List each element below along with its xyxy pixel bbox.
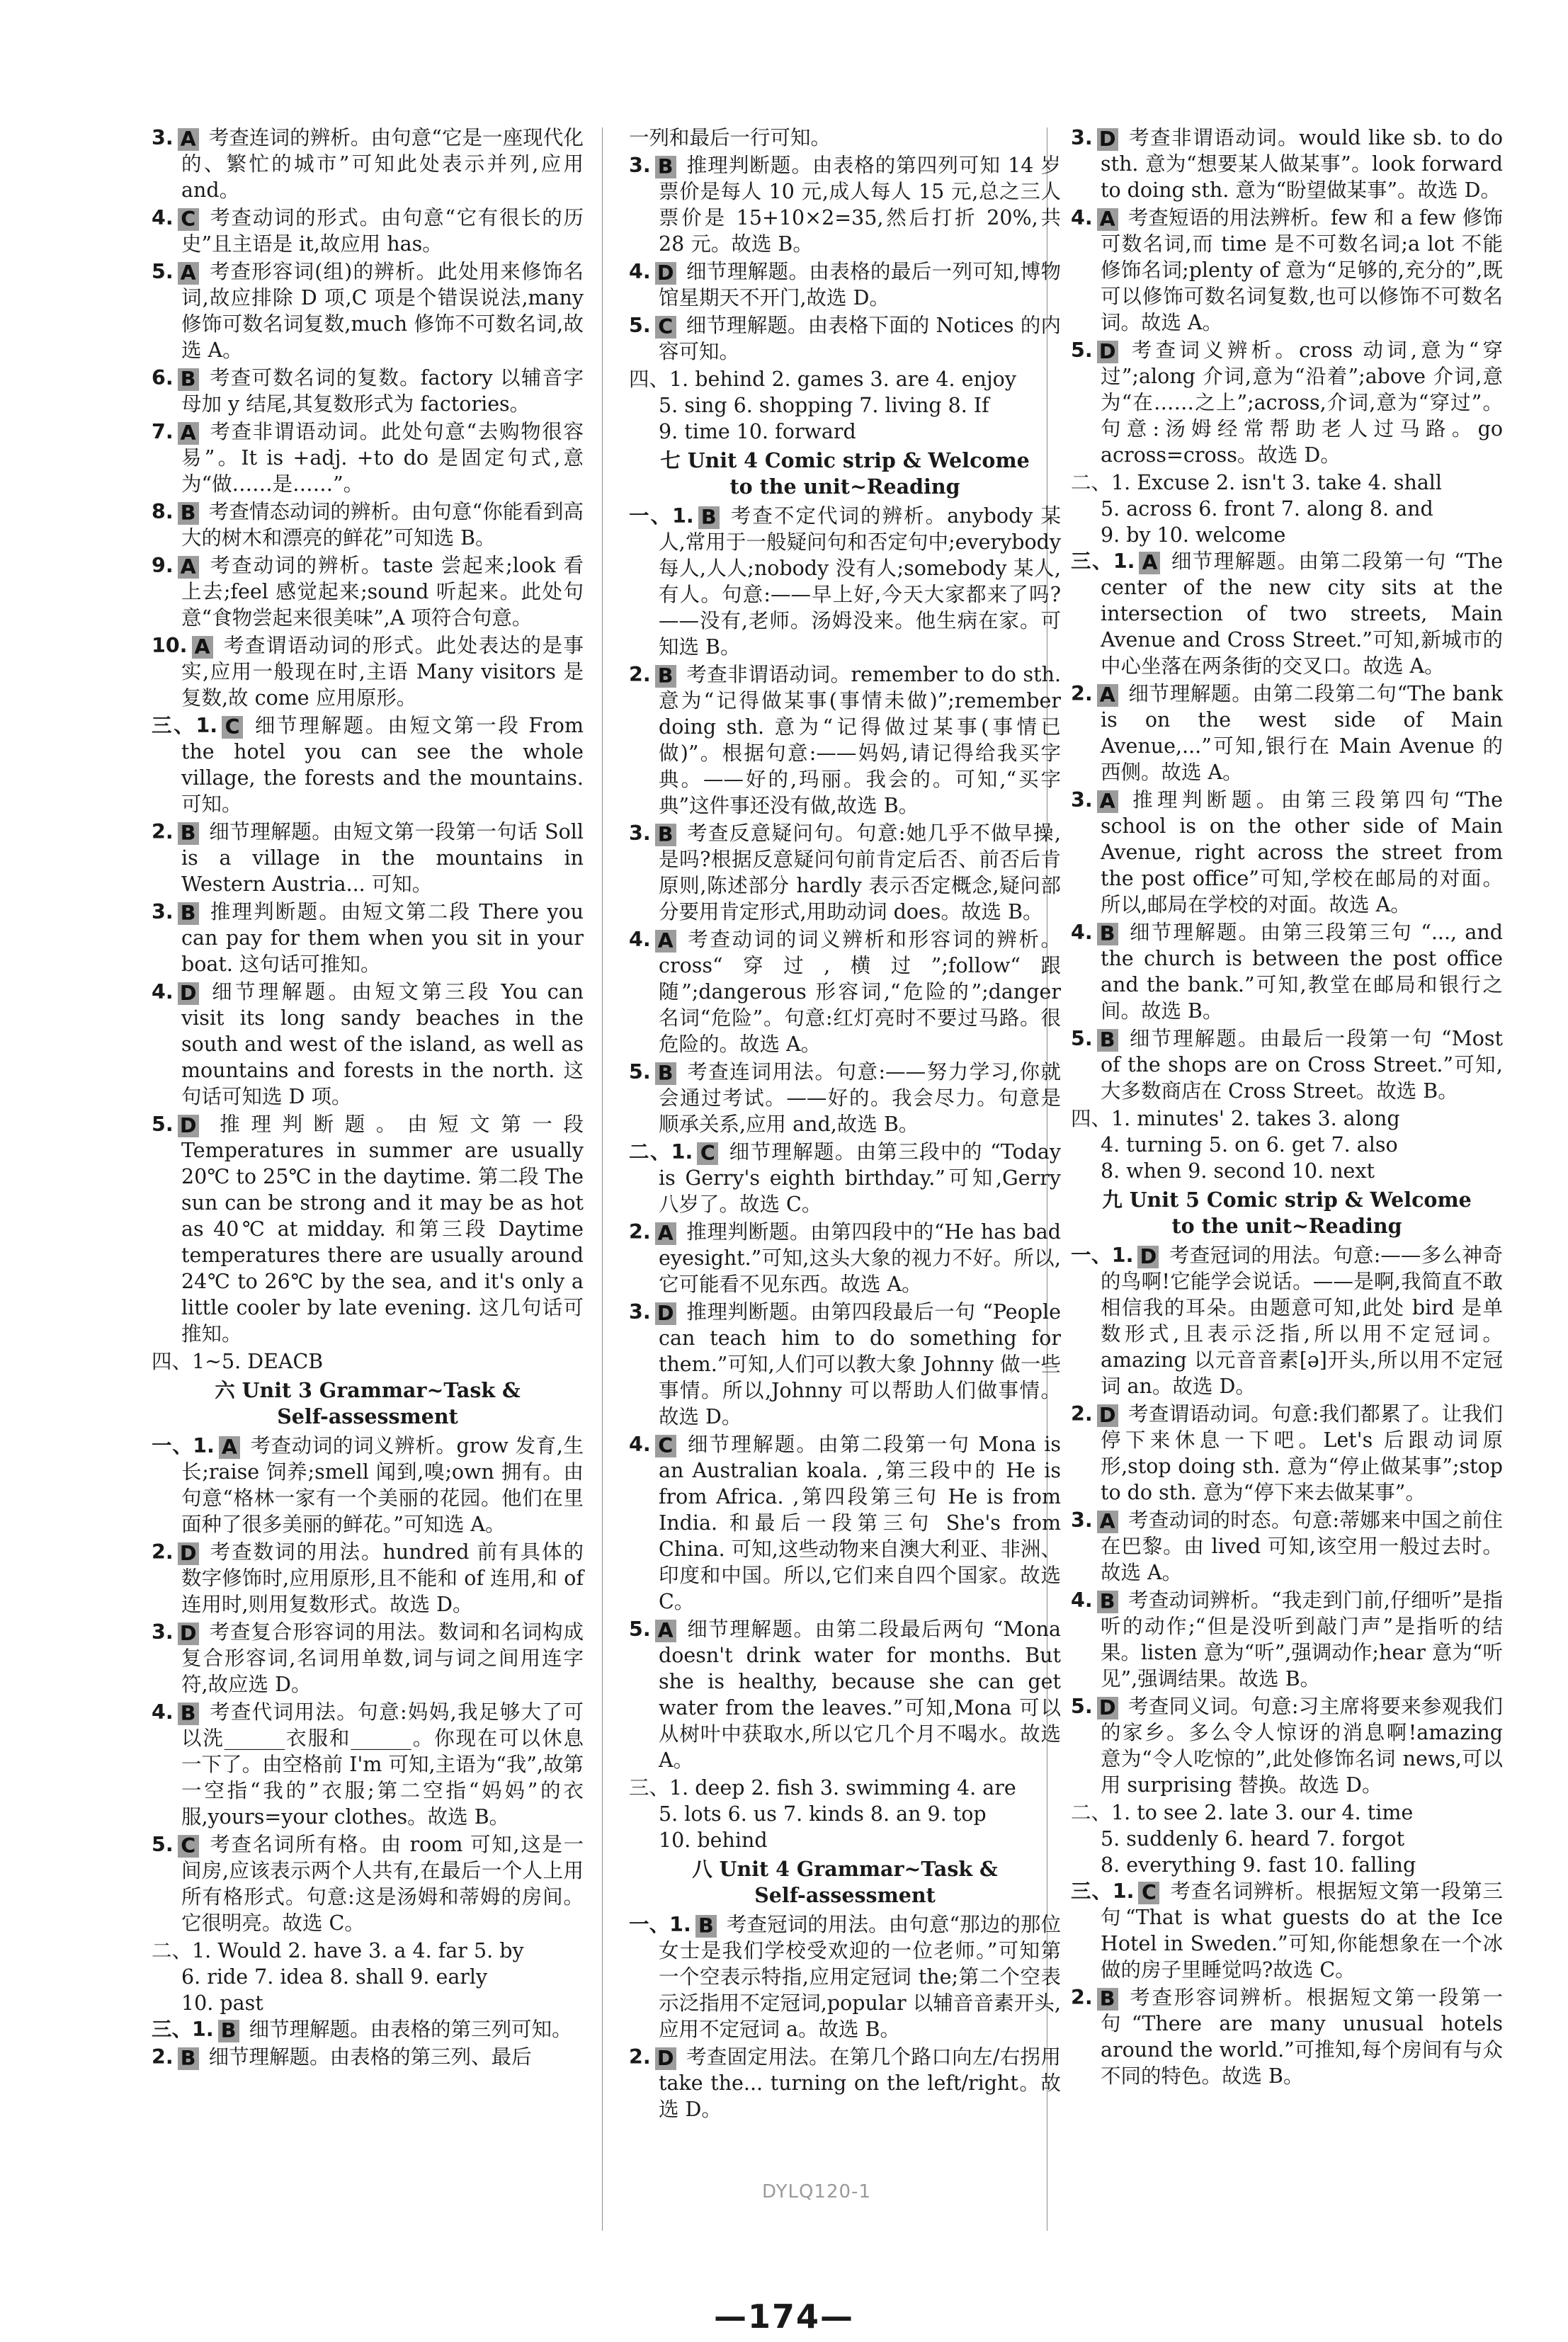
column-right bbox=[1071, 125, 1503, 2091]
answer-item bbox=[152, 1111, 584, 1347]
answer-choice-badge: B bbox=[655, 824, 676, 846]
answer-item bbox=[1071, 787, 1503, 918]
answer-item bbox=[629, 152, 1061, 257]
explanation-text: 考查固定用法。在第几个路口向左/右拐用 take the... turning on the left/right。故选 D。 bbox=[659, 2045, 1061, 2121]
answer-item bbox=[629, 1616, 1061, 1773]
explanation-text: 细节理解题。由第二段最后两句 “Mona doesn't drink water for months. But she is healthy, because she can get water from the leaves.”可知,Mona 可以从树叶中获取水,所以它几个月不喝水。故选 A。 bbox=[659, 1618, 1061, 1772]
answer-item bbox=[629, 1059, 1061, 1137]
answer-item bbox=[629, 258, 1061, 311]
answer-choice-badge: A bbox=[178, 556, 199, 579]
explanation-text: 考查谓语动词。句意:我们都累了。让我们停下来休息一下吧。Let's 后跟动词原形,stop doing sth. 意为“停止做某事”;stop to do sth. 意为“停下来去做某事”。 bbox=[1101, 1402, 1503, 1504]
item-number: 一、1. bbox=[629, 1913, 691, 1936]
answer-choice-badge: A bbox=[655, 1222, 676, 1245]
item-number: 2. bbox=[629, 663, 651, 686]
explanation-text: 细节理解题。由表格的第三列、最后 bbox=[208, 2045, 532, 2069]
answer-line: 8. everything 9. fast 10. falling bbox=[1101, 1853, 1416, 1877]
answer-item bbox=[152, 2044, 584, 2070]
explanation-text: 细节理解题。由最后一段第一句 “Most of the shops are on Cross Street.”可知,大多数商店在 Cross Street。故选 B。 bbox=[1101, 1027, 1503, 1103]
item-number: 三、1. bbox=[152, 2018, 214, 2041]
answer-item bbox=[629, 661, 1061, 819]
answer-choice-badge: D bbox=[1137, 1246, 1159, 1268]
answer-line: 二、1. Would 2. have 3. a 4. far 5. by bbox=[152, 1939, 524, 1962]
section-heading-line: 八 Unit 4 Grammar~Task & bbox=[692, 1857, 998, 1881]
item-number: 三、1. bbox=[1071, 550, 1135, 573]
item-number: 4. bbox=[1071, 1588, 1093, 1612]
answer-choice-badge: D bbox=[655, 2047, 676, 2070]
explanation-text: 考查动词的词义辨析和形容词的辨析。cross“穿过,横过”;follow“跟随”;dangerous 形容词,“危险的”;danger 名词“危险”。句意:红灯亮时不要过马路。很危险的。故选 A。 bbox=[659, 928, 1061, 1056]
answer-choice-badge: C bbox=[697, 1142, 718, 1165]
explanation-text: 考查谓语动词的形式。此处表达的是事实,应用一般现在时,主语 Many visitors 是复数,故 come 应用原形。 bbox=[181, 634, 584, 710]
answer-item bbox=[152, 125, 584, 203]
explanation-text: 考查名词辨析。根据短文第一段第三句“That is what guests do at the Ice Hotel in Sweden.”可知,你能想象在一个冰做的房子里睡觉吗?故选 C。 bbox=[1101, 1880, 1503, 1982]
answer-choice-badge: D bbox=[655, 262, 676, 285]
section-heading bbox=[1071, 1187, 1503, 1239]
answer-choice-badge: B bbox=[698, 506, 720, 529]
column-left bbox=[152, 125, 584, 2071]
answer-item bbox=[152, 1831, 584, 1936]
item-number: 2. bbox=[1071, 682, 1093, 705]
section-heading-line: 九 Unit 5 Comic strip & Welcome bbox=[1102, 1188, 1472, 1212]
item-number: 3. bbox=[1071, 126, 1093, 149]
item-number: 三、1. bbox=[1071, 1880, 1135, 1903]
item-number: 4. bbox=[1071, 921, 1093, 944]
answer-item bbox=[629, 1219, 1061, 1297]
answer-line: 5. suddenly 6. heard 7. forgot bbox=[1101, 1827, 1405, 1851]
explanation-text: 考查复合形容词的用法。数词和名词构成复合形容词,名词用单数,词与词之间用连字符,故应选 D。 bbox=[181, 1620, 584, 1696]
explanation-text: 考查动词的词义辨析。grow 发育,生长;raise 饲养;smell 闻到,嗅;own 拥有。由句意“格林一家有一个美丽的花园。他们在里面种了很多美丽的鲜花。”可知选 A。 bbox=[181, 1434, 584, 1536]
answer-line: 10. past bbox=[181, 1991, 263, 2015]
explanation-text: 考查连词的辨析。由句意“它是一座现代化的、繁忙的城市”可知此处表示并列,应用 and。 bbox=[181, 126, 584, 202]
fill-in-answers bbox=[1071, 1105, 1503, 1184]
item-number: 5. bbox=[1071, 339, 1093, 362]
answer-item bbox=[1071, 337, 1503, 468]
answer-line: 四、1~5. DEACB bbox=[152, 1350, 324, 1373]
column-divider-1 bbox=[602, 127, 603, 2231]
answer-choice-badge: A bbox=[1097, 790, 1118, 813]
explanation-text: 考查冠词的用法。由句意“那边的那位女士是我们学校受欢迎的一位老师。”可知第一个空表示特指,应用定冠词 the;第二个空表示泛指用不定冠词,popular 以辅音音素开头,应用不定冠词 a。故选 B。 bbox=[659, 1913, 1061, 2041]
answer-choice-badge: D bbox=[178, 1115, 199, 1137]
answer-item bbox=[629, 503, 1061, 660]
explanation-text: 考查非谓语动词。would like sb. to do sth. 意为“想要某人做某事”。look forward to doing sth. 意为“盼望做某事”。故选 D。 bbox=[1101, 126, 1503, 202]
section-heading bbox=[629, 448, 1061, 500]
answer-item bbox=[152, 2016, 584, 2042]
answer-choice-badge: A bbox=[178, 422, 199, 445]
item-number: 4. bbox=[152, 1700, 174, 1724]
answer-choice-badge: D bbox=[1097, 1697, 1118, 1719]
answer-item bbox=[1071, 125, 1503, 203]
item-number: 5. bbox=[1071, 1695, 1093, 1718]
answer-line: 5. sing 6. shopping 7. living 8. If bbox=[659, 394, 989, 417]
answer-line: 6. ride 7. idea 8. shall 9. early bbox=[181, 1965, 488, 1989]
answer-choice-badge: C bbox=[178, 208, 199, 231]
section-heading-line: Self-assessment bbox=[277, 1404, 458, 1428]
answer-line: 9. by 10. welcome bbox=[1101, 523, 1286, 547]
explanation-text: 考查冠词的用法。句意:——多么神奇的鸟啊!它能学会说话。——是啊,我简直不敢相信我的耳朵。由题意可知,此处 bird 是单数形式,且表示泛指,所以用不定冠词。amazing 以元音音素[ə]开头,所以用不定冠词 an。故选 D。 bbox=[1101, 1244, 1503, 1398]
section-heading-line: to the unit~Reading bbox=[729, 474, 960, 499]
answer-choice-badge: C bbox=[222, 716, 243, 739]
explanation-text: 考查非谓语动词。remember to do sth. 意为“记得做某事(事情未做)”;remember doing sth. 意为“记得做过某事(事情已做)”。根据句意:——妈妈,请记得给我买字典。——好的,玛丽。我会的。可知,“买字典”这件事还没有做,故选 B。 bbox=[659, 663, 1061, 817]
fill-in-answers bbox=[1071, 470, 1503, 548]
item-number: 4. bbox=[152, 980, 174, 1004]
fill-in-answers bbox=[629, 366, 1061, 445]
answer-item bbox=[1071, 1693, 1503, 1798]
explanation-text: 考查动词的时态。句意:蒂娜来中国之前住在巴黎。由 lived 可知,该空用一般过去时。故选 A。 bbox=[1101, 1508, 1503, 1584]
answer-item bbox=[1071, 205, 1503, 336]
section-heading-line: 六 Unit 3 Grammar~Task & bbox=[215, 1378, 521, 1402]
explanation-text: 考查同义词。句意:习主席将要来参观我们的家乡。多么令人惊讶的消息啊!amazing 意为“令人吃惊的”,此处修饰名词 news,可以用 surprising 替换。故选 D。 bbox=[1101, 1695, 1503, 1797]
answer-choice-badge: B bbox=[655, 1062, 676, 1085]
answer-choice-badge: B bbox=[178, 902, 199, 925]
answer-choice-badge: B bbox=[695, 1915, 717, 1938]
item-number: 三、1. bbox=[152, 714, 218, 737]
answer-choice-badge: A bbox=[655, 1620, 676, 1642]
answer-choice-badge: A bbox=[655, 930, 676, 953]
explanation-text: 细节理解题。由短文第一段第一句话 Soll is a village in the mountains in Western Austria... 可知。 bbox=[181, 820, 584, 896]
answer-choice-badge: B bbox=[1097, 1029, 1118, 1052]
explanation-text: 细节理解题。由表格的第三列可知。 bbox=[249, 2018, 572, 2041]
answer-choice-badge: A bbox=[178, 262, 199, 285]
answer-item bbox=[1071, 919, 1503, 1024]
item-number: 3. bbox=[1071, 1508, 1093, 1532]
item-number: 3. bbox=[152, 126, 174, 149]
explanation-text: 考查非谓语动词。此处句意“去购物很容易”。It is +adj. +to do 是固定句式,意为“做……是……”。 bbox=[181, 420, 584, 496]
answer-item bbox=[152, 258, 584, 363]
explanation-text: 考查情态动词的辨析。由句意“你能看到高大的树木和漂亮的鲜花”可知选 B。 bbox=[181, 500, 584, 550]
answer-choice-badge: B bbox=[178, 1703, 199, 1725]
answer-line: 四、1. minutes' 2. takes 3. along bbox=[1071, 1107, 1400, 1130]
item-number: 4. bbox=[152, 206, 174, 229]
explanation-text: 细节理解题。由短文第一段 From the hotel you can see the whole village, the forests and the mountains. 可知。 bbox=[181, 714, 584, 816]
item-number: 5. bbox=[629, 1060, 651, 1084]
answer-line: 三、1. deep 2. fish 3. swimming 4. are bbox=[629, 1776, 1016, 1800]
item-number: 9. bbox=[152, 554, 174, 577]
answer-item bbox=[152, 499, 584, 551]
explanation-text: 考查代词用法。句意:妈妈,我足够大了可以洗______衣服和______。你现在可以休息一下了。由空格前 I'm 可知,主语为“我”,故第一空指“我的”衣服;第二空指“妈妈”的衣服,yours=your clothes。故选 B。 bbox=[181, 1700, 584, 1829]
continued-text: 一列和最后一行可知。 bbox=[629, 126, 831, 149]
item-number: 5. bbox=[152, 260, 174, 283]
answer-item bbox=[152, 1539, 584, 1618]
explanation-text: 考查短语的用法辨析。few 和 a few 修饰可数名词,而 time 是不可数名词;a lot 不能修饰名词;plenty of 意为“足够的,充分的”,既可以修饰可数名词复数,也可以修饰不可数名词。故选 A。 bbox=[1101, 206, 1503, 334]
explanation-text: 推理判断题。由第四段最后一句 “People can teach him to do something for them.”可知,人们可以教大象 Johnny 做一些事情。所以,Johnny 可以帮助人们做事情。故选 D。 bbox=[659, 1300, 1061, 1428]
answer-line: 二、1. to see 2. late 3. our 4. time bbox=[1071, 1801, 1414, 1824]
explanation-text: 考查数词的用法。hundred 前有具体的数字修饰时,应用原形,且不能和 of 连用,和 of 连用时,则用复数形式。故选 D。 bbox=[181, 1540, 584, 1616]
answer-item bbox=[1071, 1878, 1503, 1983]
answer-choice-badge: B bbox=[178, 368, 199, 391]
answer-choice-badge: A bbox=[1097, 208, 1118, 231]
answer-choice-badge: D bbox=[178, 1542, 199, 1565]
item-number: 2. bbox=[629, 2045, 651, 2069]
item-number: 5. bbox=[629, 1618, 651, 1641]
answer-item bbox=[1071, 1401, 1503, 1506]
explanation-text: 考查反意疑问句。句意:她几乎不做早操,是吗?根据反意疑问句前肯定后否、前否后肯原则,陈述部分 hardly 表示否定概念,疑问部分要用肯定形式,用助动词 does。故选 B。 bbox=[659, 822, 1061, 923]
section-heading-line: 七 Unit 4 Comic strip & Welcome bbox=[660, 448, 1030, 472]
page-number: —174— bbox=[713, 2297, 855, 2336]
fill-in-answers bbox=[152, 1938, 584, 2016]
explanation-text: 细节理解题。由第三段第三句 “..., and the church is between the post office and the bank.”可知,教堂在邮局和银行之间。故选 B。 bbox=[1101, 921, 1503, 1023]
section-heading bbox=[629, 1856, 1061, 1909]
answer-item bbox=[152, 632, 584, 711]
section-heading-line: to the unit~Reading bbox=[1171, 1214, 1402, 1238]
item-number: 4. bbox=[629, 260, 651, 283]
item-number: 2. bbox=[1071, 1986, 1093, 2009]
fill-in-answers bbox=[152, 1348, 584, 1375]
answer-item bbox=[152, 1619, 584, 1698]
answer-item bbox=[152, 899, 584, 977]
item-number: 2. bbox=[1071, 1402, 1093, 1426]
answer-choice-badge: C bbox=[655, 1435, 676, 1457]
answer-item bbox=[152, 979, 584, 1110]
answer-item bbox=[1071, 1025, 1503, 1104]
explanation-text: 细节理解题。由短文第三段 You can visit its long sandy beaches in the south and west of the island, as well as mountains and forests in the north. 这句话可知选 D 项。 bbox=[181, 980, 584, 1108]
item-number: 8. bbox=[152, 500, 174, 523]
item-number: 6. bbox=[152, 366, 174, 390]
explanation-text: 考查可数名词的复数。factory 以辅音字母加 y 结尾,其复数形式为 factories。 bbox=[181, 366, 584, 416]
item-number: 3. bbox=[152, 1620, 174, 1644]
answer-choice-badge: A bbox=[192, 636, 213, 659]
item-number: 2. bbox=[152, 2045, 174, 2069]
answer-item bbox=[1071, 1984, 1503, 2089]
answer-choice-badge: D bbox=[655, 1302, 676, 1325]
item-number: 2. bbox=[629, 1220, 651, 1244]
item-number: 3. bbox=[629, 154, 651, 177]
answer-line: 二、1. Excuse 2. isn't 3. take 4. shall bbox=[1071, 471, 1443, 494]
answer-choice-badge: A bbox=[1139, 552, 1160, 574]
answer-choice-badge: A bbox=[1097, 684, 1118, 707]
item-number: 二、1. bbox=[629, 1140, 693, 1164]
item-number: 4. bbox=[629, 928, 651, 951]
item-number: 4. bbox=[629, 1433, 651, 1456]
answer-item bbox=[629, 312, 1061, 365]
explanation-text: 考查动词的形式。由句意“它有很长的历史”且主语是 it,故应用 has。 bbox=[181, 206, 584, 256]
explanation-text: 推理判断题。由表格的第四列可知 14 岁票价是每人 10 元,成人每人 15 元,总之三人票价是 15+10×2=35,然后打折 20%,共 28 元。故选 B。 bbox=[659, 154, 1061, 256]
item-number: 7. bbox=[152, 420, 174, 443]
answer-item bbox=[1071, 548, 1503, 679]
explanation-text: 细节理解题。由表格的最后一列可知,博物馆星期天不开门,故选 D。 bbox=[659, 260, 1061, 309]
answer-choice-badge: B bbox=[178, 2047, 199, 2070]
item-number: 4. bbox=[1071, 206, 1093, 229]
answer-choice-badge: D bbox=[1097, 128, 1118, 151]
answer-item bbox=[629, 1911, 1061, 2042]
answer-item bbox=[152, 819, 584, 897]
item-number: 5. bbox=[152, 1113, 174, 1136]
answer-choice-badge: A bbox=[178, 128, 199, 151]
answer-choice-badge: A bbox=[219, 1436, 240, 1459]
answer-line: 5. across 6. front 7. along 8. and bbox=[1101, 497, 1433, 521]
explanation-text: 考查动词的辨析。taste 尝起来;look 看上去;feel 感觉起来;sound 听起来。此处句意“食物尝起来很美味”,A 项符合句意。 bbox=[181, 554, 584, 630]
answer-choice-badge: B bbox=[655, 156, 676, 178]
fill-in-answers bbox=[629, 1775, 1061, 1853]
answer-choice-badge: D bbox=[1097, 341, 1118, 363]
answer-item bbox=[629, 926, 1061, 1057]
answer-item bbox=[629, 1139, 1061, 1217]
answer-choice-badge: D bbox=[1097, 1404, 1118, 1427]
answer-line: 8. when 9. second 10. next bbox=[1101, 1159, 1375, 1183]
item-number: 一、1. bbox=[152, 1434, 215, 1457]
answer-item bbox=[152, 419, 584, 497]
answer-item bbox=[152, 552, 584, 631]
explanation-text: 推理判断题。由短文第二段 There you can pay for them when you sit in your boat. 这句话可推知。 bbox=[181, 900, 584, 976]
answer-item bbox=[152, 365, 584, 417]
item-number: 2. bbox=[152, 820, 174, 843]
answer-choice-badge: B bbox=[1097, 1591, 1118, 1613]
answer-item bbox=[629, 1431, 1061, 1615]
answer-item bbox=[1071, 1587, 1503, 1692]
item-number: 一、1. bbox=[1071, 1244, 1134, 1267]
explanation-text: 考查不定代词的辨析。anybody 某人,常用于一般疑问句和否定句中;everybody 每人,人人;nobody 没有人;somebody 某人,有人。句意:——早上好,今天大家都来了吗?——没有,老师。汤姆没来。他生病在家。可知选 B。 bbox=[659, 504, 1061, 659]
answer-choice-badge: D bbox=[178, 1622, 199, 1645]
explanation-text: 推理判断题。由短文第一段 Temperatures in summer are usually 20℃ to 25℃ in the daytime. 第二段 The sun can be strong and it may be as hot as 40℃ at midday. 和第三段 Daytime temperatures there are usually around 24℃ to 26℃ by the sea, and it's only a little cooler by late evening. 这几句话可推知。 bbox=[181, 1113, 584, 1346]
answer-item bbox=[629, 820, 1061, 925]
item-number: 3. bbox=[1071, 788, 1093, 812]
answer-item bbox=[152, 1433, 584, 1537]
section-heading-line: Self-assessment bbox=[754, 1883, 936, 1907]
explanation-text: 考查名词所有格。由 room 可知,这是一间房,应该表示两个人共有,在最后一个人上用所有格形式。句意:这是汤姆和蒂姆的房间。它很明亮。故选 C。 bbox=[181, 1833, 584, 1935]
answer-item bbox=[152, 712, 584, 817]
answer-choice-badge: B bbox=[178, 502, 199, 525]
item-number: 3. bbox=[629, 1300, 651, 1324]
explanation-text: 考查动词辨析。“我走到门前,仔细听”是指听的动作;“但是没听到敲门声”是指听的结果。listen 意为“听”,强调动作;hear 意为“听见”,强调结果。故选 B。 bbox=[1101, 1588, 1503, 1690]
explanation-text: 细节理解题。由第二段第二句“The bank is on the west side of Main Avenue,...”可知,银行在 Main Avenue 的西侧。故选 A。 bbox=[1101, 682, 1503, 784]
item-number: 10. bbox=[152, 634, 188, 657]
item-number: 5. bbox=[1071, 1027, 1093, 1050]
answer-item bbox=[629, 1299, 1061, 1430]
item-number: 5. bbox=[152, 1833, 174, 1856]
item-number: 2. bbox=[152, 1540, 174, 1564]
item-number: 3. bbox=[629, 822, 651, 845]
answer-choice-badge: B bbox=[655, 665, 676, 688]
item-number: 5. bbox=[629, 314, 651, 337]
explanation-text: 细节理解题。由表格下面的 Notices 的内容可知。 bbox=[659, 314, 1061, 363]
section-heading bbox=[152, 1377, 584, 1430]
answer-choice-badge: A bbox=[1097, 1511, 1118, 1533]
answer-item bbox=[152, 205, 584, 257]
answer-choice-badge: C bbox=[178, 1835, 199, 1858]
explanation-text: 细节理解题。由第三段中的 “Today is Gerry's eighth birthday.”可知,Gerry 八岁了。故选 C。 bbox=[659, 1140, 1061, 1216]
answer-item bbox=[1071, 681, 1503, 785]
answer-line: 四、1. behind 2. games 3. are 4. enjoy bbox=[629, 368, 1016, 391]
answer-line: 9. time 10. forward bbox=[659, 420, 856, 443]
answer-item bbox=[629, 2044, 1061, 2122]
answer-choice-badge: D bbox=[178, 982, 199, 1005]
answer-choice-badge: B bbox=[218, 2020, 239, 2042]
answer-choice-badge: C bbox=[655, 316, 676, 339]
item-number: 一、1. bbox=[629, 504, 694, 528]
answer-line: 4. turning 5. on 6. get 7. also bbox=[1101, 1133, 1398, 1156]
answer-line: 5. lots 6. us 7. kinds 8. an 9. top bbox=[659, 1802, 987, 1826]
explanation-text: 考查形容词(组)的辨析。此处用来修饰名词,故应排除 D 项,C 项是个错误说法,many 修饰可数名词复数,much 修饰不可数名词,故选 A。 bbox=[181, 260, 584, 362]
explanation-text: 考查形容词辨析。根据短文第一段第一句“There are many unusual hotels around the world.”可推知,每个房间有与众不同的特色。故选 B。 bbox=[1101, 1986, 1503, 2088]
explanation-text: 细节理解题。由第二段第一句 “The center of the new city sits at the intersection of two streets, Main Avenue and Cross Street.”可知,新城市的中心坐落在两条街的交叉口。故选 A。 bbox=[1101, 550, 1503, 678]
item-number: 3. bbox=[152, 900, 174, 923]
watermark: DYLQ120-1 bbox=[762, 2181, 871, 2202]
explanation-text: 推理判断题。由第三段第四句“The school is on the other side of Main Avenue, right across the street from the post office”可知,学校在邮局的对面。所以,邮局在学校的对面。故选 A。 bbox=[1101, 788, 1503, 916]
answer-item bbox=[1071, 1242, 1503, 1399]
answer-choice-badge: B bbox=[1097, 923, 1118, 945]
answer-choice-badge: C bbox=[1138, 1882, 1159, 1904]
explanation-text: 考查连词用法。句意:——努力学习,你就会通过考试。——好的。我会尽力。句意是顺承关系,应用 and,故选 B。 bbox=[659, 1060, 1061, 1136]
answer-item bbox=[1071, 1507, 1503, 1586]
answer-choice-badge: B bbox=[178, 822, 199, 845]
column-middle bbox=[629, 125, 1061, 2124]
answer-choice-badge: B bbox=[1097, 1988, 1118, 2011]
explanation-text: 推理判断题。由第四段中的“He has bad eyesight.”可知,这头大象的视力不好。所以,它可能看不见东西。故选 A。 bbox=[659, 1220, 1061, 1296]
explanation-text: 细节理解题。由第二段第一句 Mona is an Australian koala. ,第三段中的 He is from Africa. ,第四段第三句 He is from India. 和最后一段第三句 She's from China. 可知,这些动物来自澳大利亚、非洲、印度和中国。所以,它们来自四个国家。故选 C。 bbox=[659, 1433, 1061, 1613]
fill-in-answers bbox=[1071, 1800, 1503, 1878]
answer-item bbox=[152, 1699, 584, 1830]
explanation-text: 考查词义辨析。cross 动词,意为“穿过”;along 介词,意为“沿着”;above 介词,意为“在……之上”;across,介词,意为“穿过”。句意:汤姆经常帮助老人过马路。go across=cross。故选 D。 bbox=[1101, 339, 1503, 467]
answer-line: 10. behind bbox=[659, 1829, 768, 1852]
